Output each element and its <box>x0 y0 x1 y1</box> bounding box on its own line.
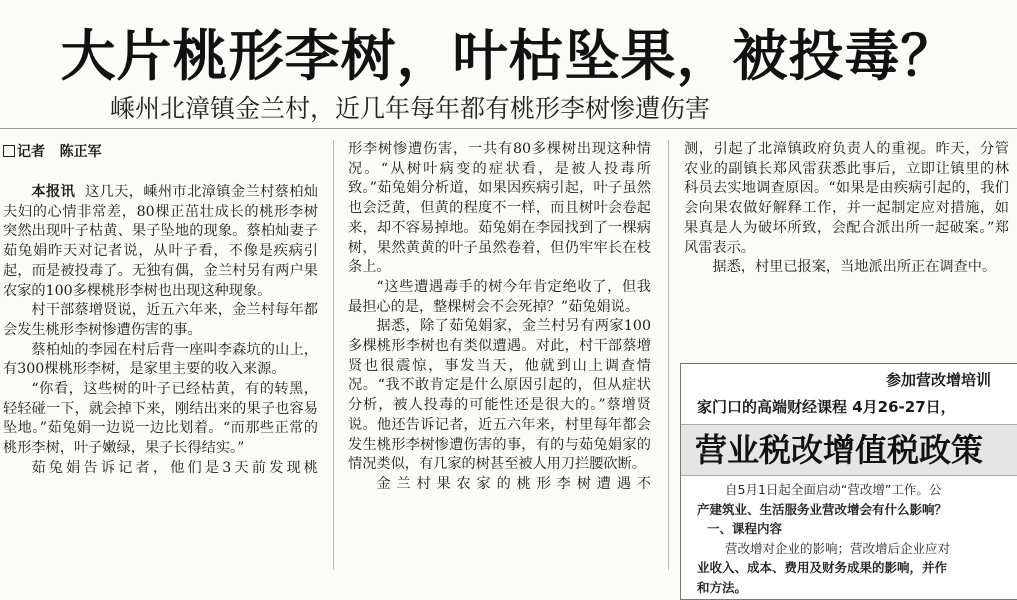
article-paragraph: 据悉，除了茹兔娟家，金兰村另有两家100多棵桃形李树也有类似遭遇。对此，村干部蔡增贤也很震惊，事发当天，他就到山上调查情况。“我不敢肯定是什么原因引起的，但从症状分析，被人投毒的可能性还是很大的。”蔡增贤说。他还告诉记者，近五六年来，村里每年都会发生桃形李树惨遭伤害的事，有的与茹兔娟家的情况类似，有几家的树甚至被人用刀拦腰砍断。 <box>348 318 651 473</box>
byline <box>3 141 333 163</box>
article-paragraph: 测，引起了北漳镇政府负责人的重视。昨天，分管农业的副镇长郑风雷获悉此事后，立即让镇里的林科员去实地调查原因。“如果是由疾病引起的，我们会向果农做好解释工作，并一起制定应对措施，如果真是人为破坏所致，会配合派出所一起破案。”郑风雷表示。 <box>684 141 1009 256</box>
byline-box-icon <box>3 145 15 157</box>
article-paragraph: “你看，这些树的叶子已经枯黄，有的转黑，轻轻碰一下，就会掉下来，刚结出来的果子也容易坠地。”茹兔娟一边说一边比划着。“而那些正常的桃形李树，叶子嫩绿，果子长得结实。” <box>3 381 318 457</box>
article-paragraph: 金兰村果农家的桃形李树遭遇不 <box>376 475 651 492</box>
subheadline: 嵊州北漳镇金兰村，近几年每年都有桃形李树惨遭伤害 <box>110 94 711 123</box>
article-lead-label: 本报讯 <box>31 184 76 200</box>
header-divider <box>0 128 1017 129</box>
article-paragraph: “这些遭遇毒手的树今年肯定绝收了，但我最担心的是，整棵树会不会死掉？”茹兔娟说。 <box>348 278 651 315</box>
column-divider <box>668 140 669 570</box>
ad-header <box>681 364 1015 420</box>
ad-text: 业收入、成本、费用及财务成果的影响，并作 <box>697 560 948 575</box>
article-paragraph: 蔡柏灿的李园在村后背一座叫李森坑的山上，有300棵桃形李树，是家里主要的收入来源。 <box>3 341 318 378</box>
article-paragraph: 形李树惨遭伤害，一共有80多棵树出现这种情况。“从树叶病变的症状看，是被人投毒所致。”茹兔娟分析道，如果因疾病引起，叶子虽然也会泛黄，但黄的程度不一样，而且树叶会卷起来，却不容易掉地。茹兔娟在李园找到了一棵病树，果然黄黄的叶子虽然卷着，但仍牢牢长在枝条上。 <box>348 141 651 276</box>
ad-text: 和方法。 <box>697 579 748 595</box>
advertisement-box <box>680 363 1017 600</box>
byline-prefix: 记者 <box>17 144 45 160</box>
ad-text: 产建筑业、生活服务业营改增会有什么影响？ <box>697 501 948 517</box>
ad-banner-title: 营业税改增值税政策 <box>681 424 1017 476</box>
article-column-2 <box>348 140 651 573</box>
ad-section-heading: 一、课程内容 <box>707 521 783 536</box>
ad-text: 自5月1日起全面启动“营改增”工作。公 <box>725 482 942 497</box>
article-text: 这几天，嵊州市北漳镇金兰村蔡柏灿夫妇的心情非常差，80棵正茁壮成长的桃形李树突然出现叶子枯黄、果子坠地的现象。蔡柏灿妻子茹兔娟昨天对记者说，从叶子看，不像是疾病引起，而是被投毒了。无独有偶，金兰村另有两户果农家的100多棵桃形李树也出现这种现象。 <box>3 184 318 299</box>
article-paragraph: 茹兔娟告诉记者，他们是3天前发现桃 <box>31 459 318 476</box>
ad-text: 营改增对企业的影响；营改增后企业应对 <box>725 540 951 556</box>
ad-tagline: 参加营改增培训 <box>886 371 992 389</box>
article-column-3 <box>684 140 1009 340</box>
headline: 大片桃形李树，叶枯坠果，被投毒？ <box>60 24 957 88</box>
byline-reporter-name: 陈正军 <box>59 144 102 160</box>
article-column-1 <box>3 183 318 571</box>
column-divider <box>333 140 334 570</box>
ad-body <box>697 480 1017 597</box>
article-paragraph: 据悉，村里已报案，当地派出所正在调查中。 <box>712 259 997 276</box>
article-paragraph <box>3 183 318 301</box>
ad-course-info: 家门口的高端财经课程 4月26-27日， <box>697 398 956 416</box>
article-paragraph: 村干部蔡增贤说，近五六年来，金兰村每年都会发生桃形李树惨遭伤害的事。 <box>3 302 318 338</box>
